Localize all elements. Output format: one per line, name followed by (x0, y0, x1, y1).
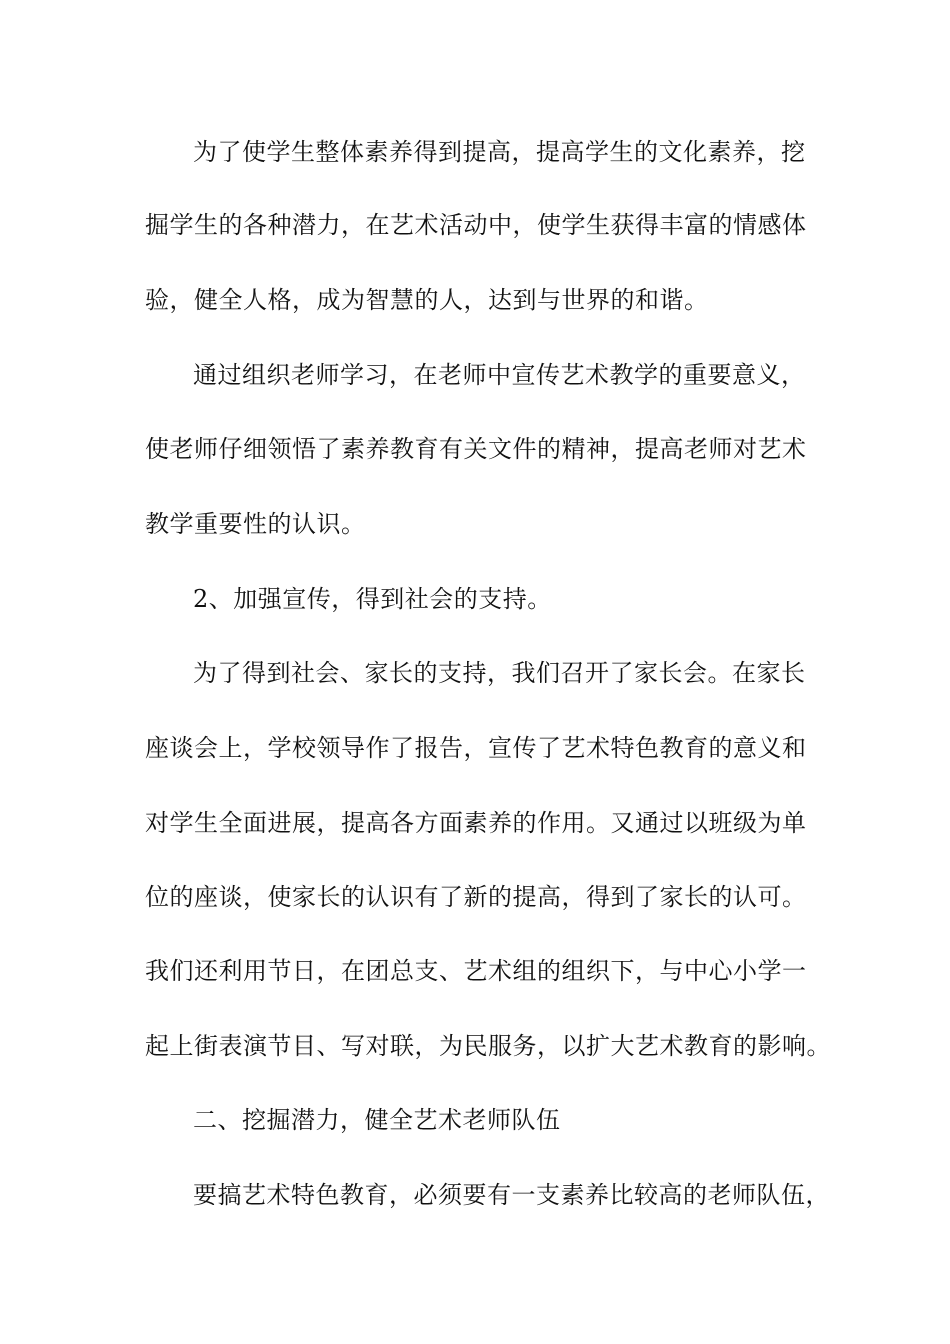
paragraph-3-line-4: 位的座谈，使家长的认识有了新的提高，得到了家长的认可。 (145, 883, 807, 911)
paragraph-3-line-2: 座谈会上，学校领导作了报告，宣传了艺术特色教育的意义和 (145, 734, 807, 762)
paragraph-1-line-3: 验，健全人格，成为智慧的人，达到与世界的和谐。 (145, 286, 709, 314)
paragraph-2-line-2: 使老师仔细领悟了素养教育有关文件的精神，提高老师对艺术 (145, 435, 807, 463)
paragraph-3-line-3: 对学生全面进展，提高各方面素养的作用。又通过以班级为单 (145, 809, 807, 837)
paragraph-4-line-1: 要搞艺术特色教育，必须要有一支素养比较高的老师队伍， (193, 1181, 830, 1209)
section-heading-er: 二、挖掘潜力，健全艺术老师队伍 (193, 1106, 561, 1134)
paragraph-3-line-5: 我们还利用节日，在团总支、艺术组的组织下，与中心小学一 (145, 957, 807, 985)
paragraph-3-line-6: 起上街表演节目、写对联，为民服务，以扩大艺术教育的影响。 (145, 1032, 831, 1060)
paragraph-2-line-1: 通过组织老师学习，在老师中宣传艺术教学的重要意义， (193, 361, 806, 389)
paragraph-3-line-1: 为了得到社会、家长的支持，我们召开了家长会。在家长 (193, 659, 806, 687)
section-heading-2: 2、加强宣传，得到社会的支持。 (193, 585, 552, 613)
paragraph-1-line-2: 掘学生的各种潜力，在艺术活动中，使学生获得丰富的情感体 (145, 211, 807, 239)
paragraph-2-line-3: 教学重要性的认识。 (145, 510, 366, 538)
paragraph-1-line-1: 为了使学生整体素养得到提高，提高学生的文化素养，挖 (193, 138, 806, 166)
